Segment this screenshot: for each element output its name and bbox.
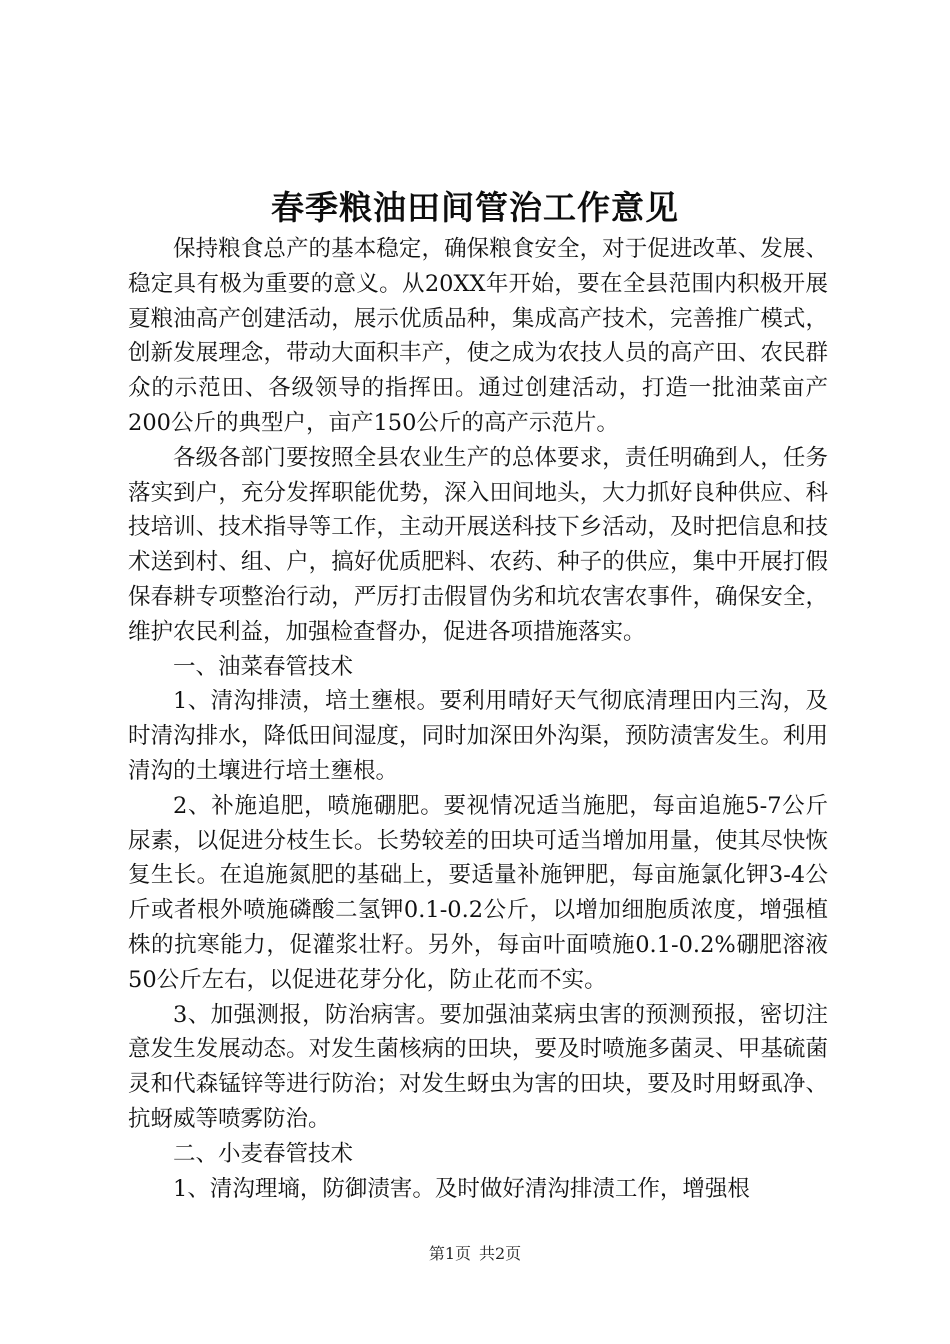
paragraph-intro: 保持粮食总产的基本稳定，确保粮食安全，对于促进改革、发展、稳定具有极为重要的意义。从20XX年开始，要在全县范围内积极开展夏粮油高产创建活动，展示优质品种，集成高产技术，完善推广模式，创新发展理念，带动大面积丰产，使之成为农技人员的高产田、农民群众的示范田、各级领导的指挥田。通过创建活动，打造一批油菜亩产200公斤的典型户，亩产150公斤的高产示范片。 (128, 236, 828, 436)
paragraph-rapeseed-item-1: 1、清沟排渍，培土壅根。要利用晴好天气彻底清理田内三沟，及时清沟排水，降低田间湿度，同时加深田外沟渠，预防渍害发生。利用清沟的土壤进行培土壅根。 (128, 688, 828, 784)
paragraph-requirements: 各级各部门要按照全县农业生产的总体要求，责任明确到人，任务落实到户，充分发挥职能优势，深入田间地头，大力抓好良种供应、科技培训、技术指导等工作，主动开展送科技下乡活动，及时把信息和技术送到村、组、户，搞好优质肥料、农药、种子的供应，集中开展打假保春耕专项整治行动，严厉打击假冒伪劣和坑农害农事件，确保安全，维护农民利益，加强检查督办，促进各项措施落实。 (128, 444, 828, 645)
paragraph-rapeseed-item-3: 3、加强测报，防治病害。要加强油菜病虫害的预测预报，密切注意发生发展动态。对发生菌核病的田块，要及时喷施多菌灵、甲基硫菌灵和代森锰锌等进行防治；对发生蚜虫为害的田块，要及时用蚜虱净、抗蚜威等喷雾防治。 (128, 1001, 828, 1132)
page-footer (0, 1244, 950, 1264)
section-heading-wheat: 二、小麦春管技术 (173, 1140, 354, 1167)
paragraph-wheat-item-1: 1、清沟理墒，防御渍害。及时做好清沟排渍工作，增强根 (173, 1175, 750, 1202)
paragraph-rapeseed-item-2: 2、补施追肥，喷施硼肥。要视情况适当施肥，每亩追施5-7公斤尿素，以促进分枝生长。长势较差的田块可适当增加用量，使其尽快恢复生长。在追施氮肥的基础上，要适量补施钾肥，每亩施氯化钾3-4公斤或者根外喷施磷酸二氢钾0.1-0.2公斤，以增加细胞质浓度，增强植株的抗寒能力，促灌浆壮籽。另外，每亩叶面喷施0.1-0.2%硼肥溶液50公斤左右，以促进花芽分化，防止花而不实。 (128, 792, 828, 993)
page-number: 第1页 (428, 1244, 471, 1263)
document-body (128, 232, 828, 1206)
document-title: 春季粮油田间管治工作意见 (271, 188, 679, 227)
section-heading-rapeseed: 一、油菜春管技术 (173, 653, 354, 680)
page-total: 共2页 (479, 1244, 522, 1263)
